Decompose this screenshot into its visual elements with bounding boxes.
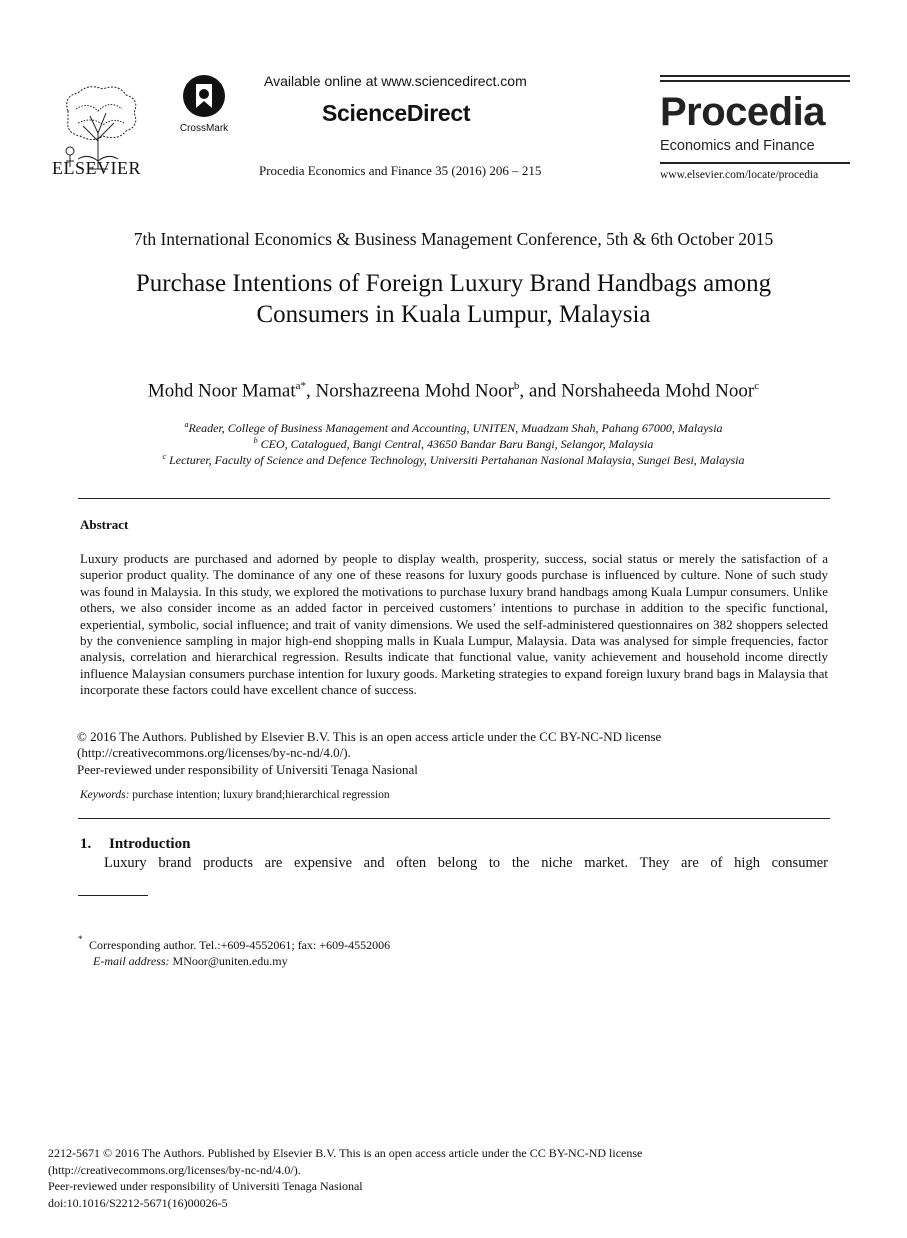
affil-text: Lecturer, Faculty of Science and Defence Technology, Universiti Pertahanan Nasional Malaysia, Sungei Besi, Malaysia xyxy=(166,453,745,467)
license-link[interactable]: (http://creativecommons.org/licenses/by-nc-nd/4.0/). xyxy=(77,745,351,761)
copyright-line: © 2016 The Authors. Published by Elsevier B.V. This is an open access article under the CC BY-NC-ND license xyxy=(77,729,662,744)
footer-peer-review: Peer-reviewed under responsibility of Universiti Tenaga Nasional xyxy=(48,1179,363,1193)
keywords-list: purchase intention; luxury brand;hierarchical regression xyxy=(129,789,390,801)
author-separator: , xyxy=(306,380,316,402)
page-footer xyxy=(48,1145,768,1211)
journal-reference: Procedia Economics and Finance 35 (2016) 206 – 215 xyxy=(259,163,542,178)
email-note xyxy=(93,954,288,969)
email-label: E-mail address: xyxy=(93,954,170,968)
author-name: Norshaheeda Mohd Noor xyxy=(561,380,755,402)
conference-name: 7th International Economics & Business Management Conference, 5th & 6th October 2015 xyxy=(133,229,774,249)
author-list xyxy=(0,380,907,402)
affiliation xyxy=(0,420,907,436)
affil-text: Reader, College of Business Management and Accounting, UNITEN, Muadzam Shah, Pahang 67000, Malaysia xyxy=(188,421,723,435)
keywords-label: Keywords: xyxy=(80,789,130,801)
crossmark-label: CrossMark xyxy=(179,123,229,134)
sciencedirect-logo: ScienceDirect xyxy=(322,100,471,126)
journal-url-link[interactable]: www.elsevier.com/locate/procedia xyxy=(660,169,819,181)
peer-review-line: Peer-reviewed under responsibility of Universiti Tenaga Nasional xyxy=(77,761,418,777)
affil-mark: a xyxy=(184,420,189,429)
affil-mark: b xyxy=(253,436,258,445)
footer-doi[interactable]: doi:10.1016/S2212-5671(16)00026-5 xyxy=(48,1195,228,1210)
masthead-rule xyxy=(660,75,850,77)
affil-text: CEO, Catalogued, Bangi Central, 43650 Bandar Baru Bangi, Selangor, Malaysia xyxy=(257,437,654,451)
corresponding-author-note: Corresponding author. Tel.:+609-4552061; fax: +609-4552006 xyxy=(89,938,391,952)
author-separator: , and xyxy=(519,380,562,402)
abstract-body: Luxury products are purchased and adorned by people to display wealth, prosperity, success, social status or merely the satisfaction of a superior product quality. The dominance of any one of these reasons for luxury goods purchase is influenced by culture. None of such study was found in Malaysia. In this study, we explored the motivations to purchase luxury brand handbags among Kuala Lumpur consumers. Unlike others, we also consider income as an added factor in perceived customers’ intentions to purchase in addition to the specific functional, experiential, symbolic, social influence; and trait of vanity dimensions. We used the self-administered questionnaires on 382 shoppers selected by the convenience sampling in major high-end shopping malls in Kuala Lumpur, Malaysia. Data was analysed for simple frequencies, factor analysis, correlation and hierarchical regression. Results indicate that functional value, vanity achievement and household income directly influence Malaysian consumers purchase intention for luxury goods. Marketing strategies to expand foreign luxury brand bags in Malaysia that incorporate these factors could have excellent chance of success. xyxy=(80,551,828,698)
affiliation xyxy=(0,436,907,452)
author-name: Mohd Noor Mamat xyxy=(147,380,296,402)
section-divider xyxy=(78,498,830,499)
author-affil-mark: a* xyxy=(295,380,307,392)
elsevier-wordmark: ELSEVIER xyxy=(52,158,141,178)
crossmark-icon xyxy=(176,74,232,120)
footer-issn-line: 2212-5671 © 2016 The Authors. Published by Elsevier B.V. This is an open access article under the CC BY-NC-ND license xyxy=(48,1146,643,1160)
title-line: Purchase Intentions of Foreign Luxury Brand Handbags among xyxy=(135,270,772,297)
intro-heading xyxy=(80,836,190,853)
masthead-rule xyxy=(660,80,850,82)
section-number: 1. xyxy=(80,836,92,852)
author-affil-mark: c xyxy=(754,380,760,392)
copyright-notice xyxy=(77,729,837,778)
crossmark-badge[interactable] xyxy=(176,74,232,134)
affil-mark: c xyxy=(162,452,167,461)
available-online-text: Available online at www.sciencedirect.com xyxy=(264,73,527,89)
abstract-heading: Abstract xyxy=(80,517,129,532)
email-address[interactable]: MNoor@uniten.edu.my xyxy=(169,954,288,968)
section-title: Introduction xyxy=(109,836,191,852)
footnote-rule xyxy=(78,895,148,896)
intro-paragraph: Luxury brand products are expensive and often belong to the niche market. They are of high consumer xyxy=(104,855,828,871)
author-affil-mark: b xyxy=(513,380,520,392)
procedia-masthead xyxy=(660,75,850,181)
paper-title xyxy=(60,268,847,330)
section-divider xyxy=(78,818,830,819)
footer-license-link[interactable]: (http://creativecommons.org/licenses/by-nc-nd/4.0/). xyxy=(48,1162,301,1177)
procedia-subtitle: Economics and Finance xyxy=(660,138,815,154)
masthead-rule xyxy=(660,162,850,164)
keywords xyxy=(80,789,390,801)
affiliation xyxy=(0,452,907,468)
footnote-mark: * xyxy=(78,934,83,944)
procedia-wordmark: Procedia xyxy=(660,90,825,134)
author-name: Norshazreena Mohd Noor xyxy=(315,380,514,402)
title-line: Consumers in Kuala Lumpur, Malaysia xyxy=(256,301,651,328)
